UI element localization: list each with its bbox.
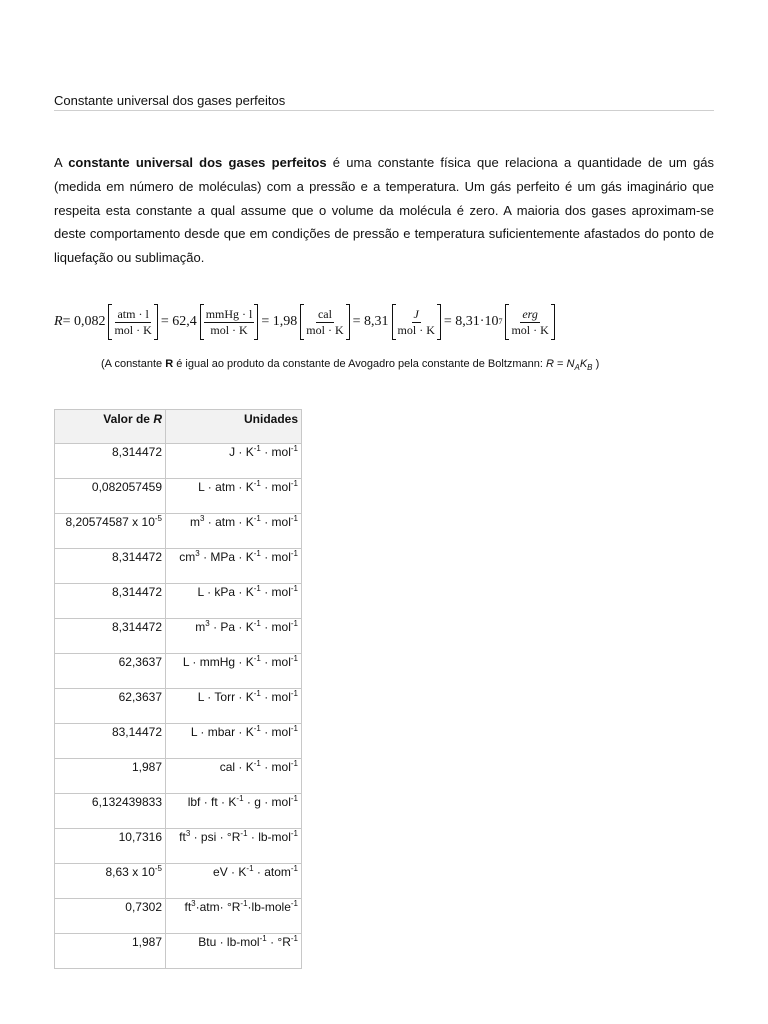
cell-units: cal · $K^{-1} \cdot mol^{-1}$ [166,759,302,794]
cell-units: $J \cdot K^{-1} \cdot mol^{-1}$ [166,444,302,479]
column-header-units: Unidades [166,410,302,444]
intro-paragraph [54,151,714,270]
formula-value: = 0,082 [62,314,106,329]
cell-value: 0,082057459 [55,479,166,514]
cell-value: 8,63 x $10^{-5}$ [55,864,166,899]
note-bold-r: R [165,358,174,370]
table-row [55,829,302,864]
formula-numerator: mmHg · l [205,306,253,321]
cell-units: L · mmHg · $K^{-1} \cdot mol^{-1}$ [166,654,302,689]
intro-term: constante universal dos gases perfeitos [68,155,327,170]
formula-numerator: atm · l [117,306,149,321]
cell-units: L · kPa · $K^{-1} \cdot mol^{-1}$ [166,584,302,619]
page-title: Constante universal dos gases perfeitos [54,93,714,111]
table-header-row [55,410,302,444]
cell-value: 8,314472 [55,619,166,654]
formula-unit-bracket [505,304,554,340]
table-row [55,934,302,969]
table-row [55,794,302,829]
formula-denominator: mol · K [511,322,549,337]
table-row [55,549,302,584]
cell-value: 6,132439833 [55,794,166,829]
cell-units: L · mbar · $K^{-1} \cdot mol^{-1}$ [166,724,302,759]
column-header-value: Valor de R [55,410,166,444]
cell-value: 8,314472 [55,549,166,584]
cell-value: 0,7302 [55,899,166,934]
note-eq-n: $N_A$ [566,358,580,373]
formula-value: = 8,31 [352,314,389,329]
formula-unit-bracket [300,304,349,340]
table-row [55,444,302,479]
table-row [55,584,302,619]
cell-units: $cm^3$ · MPa · $K^{-1} \cdot mol^{-1}$ [166,549,302,584]
formula-unit-bracket [392,304,441,340]
cell-value: 62,3637 [55,689,166,724]
formula-denominator: mol · K [306,322,344,337]
table-row [55,619,302,654]
cell-units: Btu · $lb-mol^{-1} \cdot ^\circ R^{-1}$ [166,934,302,969]
formula-value: = 1,98 [261,314,298,329]
note-pre: (A constante [101,358,166,370]
formula-symbol: R [54,314,63,329]
cell-units: eV · $K^{-1}$ · atom$^{-1}$ [166,864,302,899]
table-row [55,479,302,514]
note-eq-r: R [546,358,554,370]
cell-units: $m^3 \cdot Pa \cdot K^{-1} \cdot mol^{-1}$ [166,619,302,654]
cell-units: $ft^3$ · psi · $^\circ R^{-1} \cdot lb-mol^{-1}$ [166,829,302,864]
table-row [55,759,302,794]
note-eq-sign: = [553,358,567,370]
formula-unit-bracket [200,304,259,340]
note-post: ) [592,358,600,370]
cell-value: 8,314472 [55,444,166,479]
formula-value: = 8,31·10 [443,314,499,329]
cell-value: 8,314472 [55,584,166,619]
cell-units: $ft^3\cdot atm\cdot$ $^\circ R^{-1}\cdot lb-mole^{-1}$ [166,899,302,934]
intro-lead: A [54,155,69,170]
table-row [55,724,302,759]
formula-denominator: mol · K [210,322,248,337]
avogadro-boltzmann-note [101,357,599,375]
formula-denominator: mol · K [114,322,152,337]
cell-value: 8,20574587 x $10^{-5}$ [55,514,166,549]
cell-units: $m^3$ · atm · $K^{-1} \cdot mol^{-1}$ [166,514,302,549]
cell-value: 10,7316 [55,829,166,864]
cell-value: 83,14472 [55,724,166,759]
cell-value: 1,987 [55,934,166,969]
formula-value: = 62,4 [160,314,197,329]
formula-unit-bracket [108,304,157,340]
cell-units: L · Torr · $K^{-1} \cdot mol^{-1}$ [166,689,302,724]
cell-value: 1,987 [55,759,166,794]
cell-units: lbf · ft · $K^{-1} \cdot g \cdot mol^{-1}$ [166,794,302,829]
table-row [55,654,302,689]
note-eq-k: $K_B$ [579,358,593,373]
table-row [55,514,302,549]
table-row [55,899,302,934]
formula-numerator: cal [317,306,332,321]
cell-units: L · atm · $K^{-1} \cdot mol^{-1}$ [166,479,302,514]
table-row [55,689,302,724]
formula-denominator: mol · K [397,322,435,337]
table-row [55,864,302,899]
formula-numerator: erg [522,306,538,321]
formula-numerator: J [413,306,419,321]
gas-constant-table [54,409,302,969]
cell-value: 62,3637 [55,654,166,689]
note-mid: é igual ao produto da constante de Avogadro pela constante de Boltzmann: [173,358,547,370]
gas-constant-formula: R = 0,082 $\frac{\text{atm · l}}{\text{mol · K}}$ = 62,4 $\frac{\text{mmHg · l}}{\text{mol · K}}$ = 1,98 $\frac{\text{cal}}{\text{mol · K}}$ = 8,31 $\frac{J}{\text{mol · K}}$ = 8,31·10 7 $\frac{\text{erg}}{\text{mol · K}}$ [54,300,714,344]
intro-body: é uma constante física que relaciona a quantidade de um gás (medida em número de moléculas) com a pressão e a temperatura. Um gás perfeito é um gás imaginário que respeita esta constante a qual assume que o volume da molécula é zero. A maioria dos gases aproximam-se deste comportamento desde que em condições de pressão e temperatura suficientemente afastados do ponto de liquefação ou sublimação. [54,155,714,266]
